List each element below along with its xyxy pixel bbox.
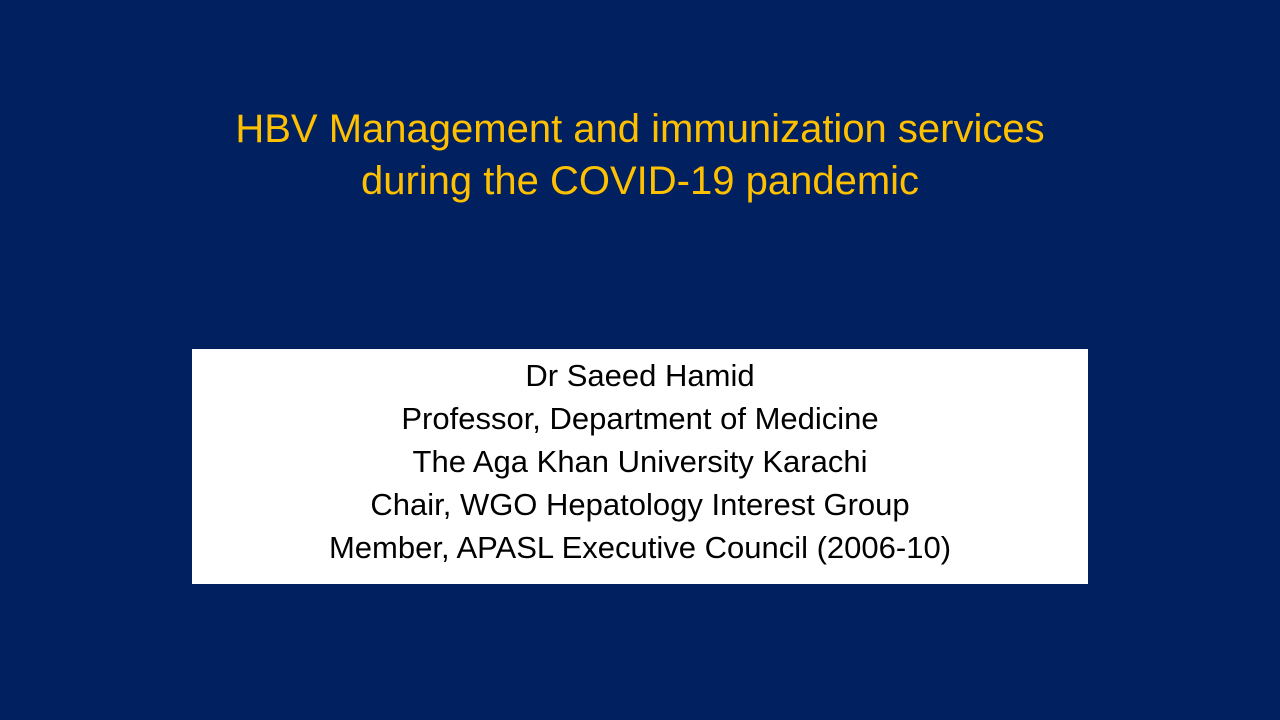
presenter-institution: The Aga Khan University Karachi [412,444,868,479]
title-line-1: HBV Management and immunization services [235,107,1045,151]
presenter-name: Dr Saeed Hamid [525,358,755,393]
presenter-role: Chair, WGO Hepatology Interest Group [370,487,910,522]
slide-title [90,103,1190,207]
presenter-info-box [192,349,1088,584]
title-line-2: during the COVID-19 pandemic [360,159,920,203]
presenter-position: Professor, Department of Medicine [401,401,879,436]
presenter-membership: Member, APASL Executive Council (2006-10) [328,530,952,565]
